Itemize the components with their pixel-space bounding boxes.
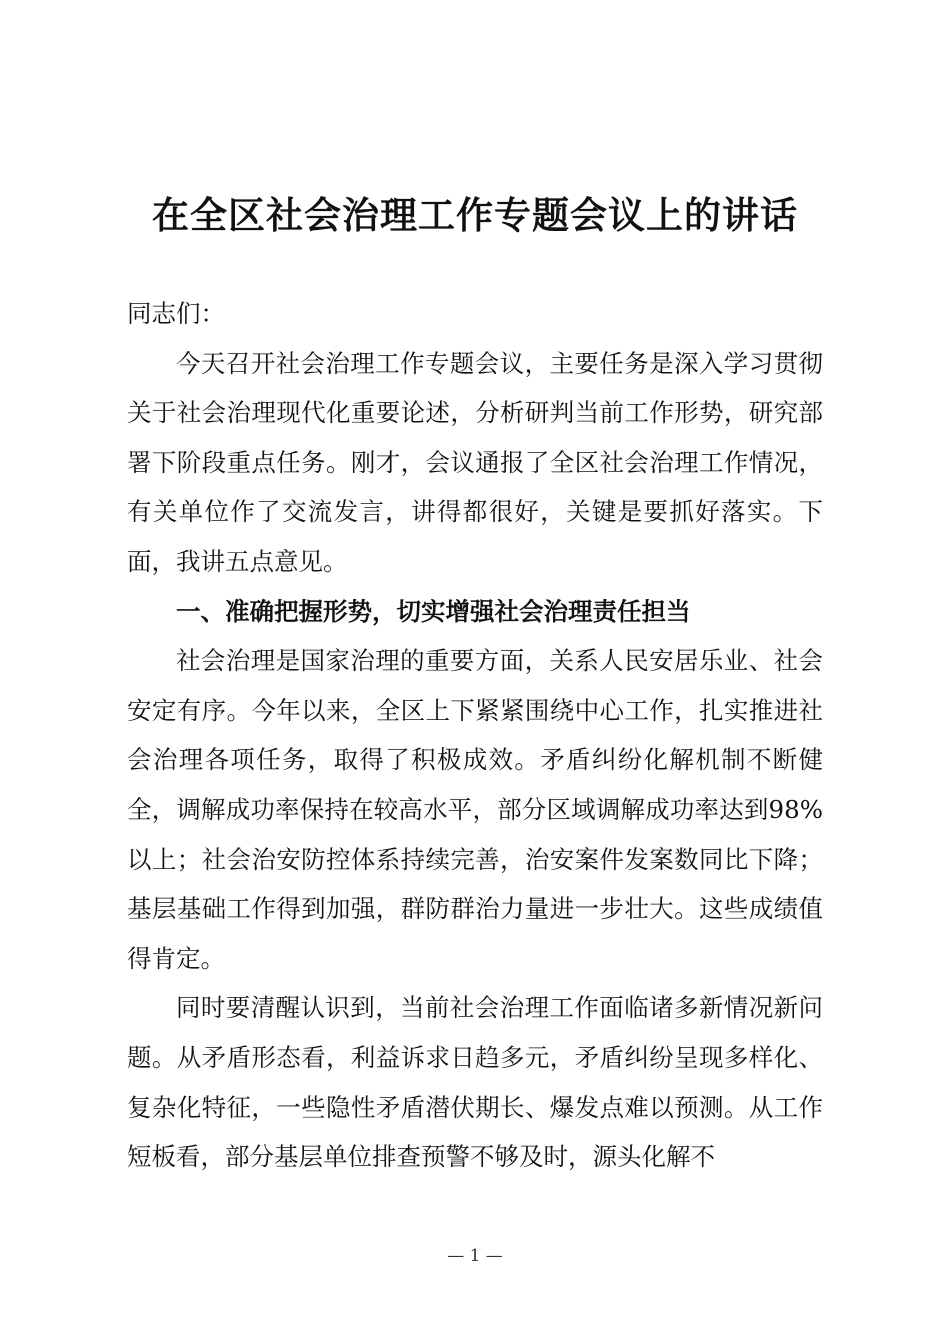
section-heading-1: 一、准确把握形势，切实增强社会治理责任担当: [176, 596, 691, 626]
document-title: 在全区社会治理工作专题会议上的讲话: [152, 193, 798, 237]
salutation: 同志们：: [127, 299, 225, 328]
document-body: [127, 289, 823, 1182]
paragraph-achievements: 社会治理是国家治理的重要方面，关系人民安居乐业、社会安定有序。今年以来，全区上下紧紧围绕中心工作，扎实推进社会治理各项任务，取得了积极成效。矛盾纠纷化解机制不断健全，调解成功率保持在较高水平，部分区域调解成功率达到98%以上；社会治安防控体系持续完善，治安案件发案数同比下降；基层基础工作得到加强，群防群治力量进一步壮大。这些成绩值得肯定。: [127, 646, 823, 973]
paragraph-intro: 今天召开社会治理工作专题会议，主要任务是深入学习贯彻关于社会治理现代化重要论述，分析研判当前工作形势，研究部署下阶段重点任务。刚才，会议通报了全区社会治理工作情况，有关单位作了交流发言，讲得都很好，关键是要抓好落实。下面，我讲五点意见。: [127, 348, 823, 576]
page-number: — 1 —: [447, 1246, 503, 1266]
paragraph-challenges: 同时要清醒认识到，当前社会治理工作面临诸多新情况新问题。从矛盾形态看，利益诉求日趋多元，矛盾纠纷呈现多样化、复杂化特征，一些隐性矛盾潜伏期长、爆发点难以预测。从工作短板看，部分基层单位排查预警不够及时，源头化解不: [127, 993, 823, 1172]
